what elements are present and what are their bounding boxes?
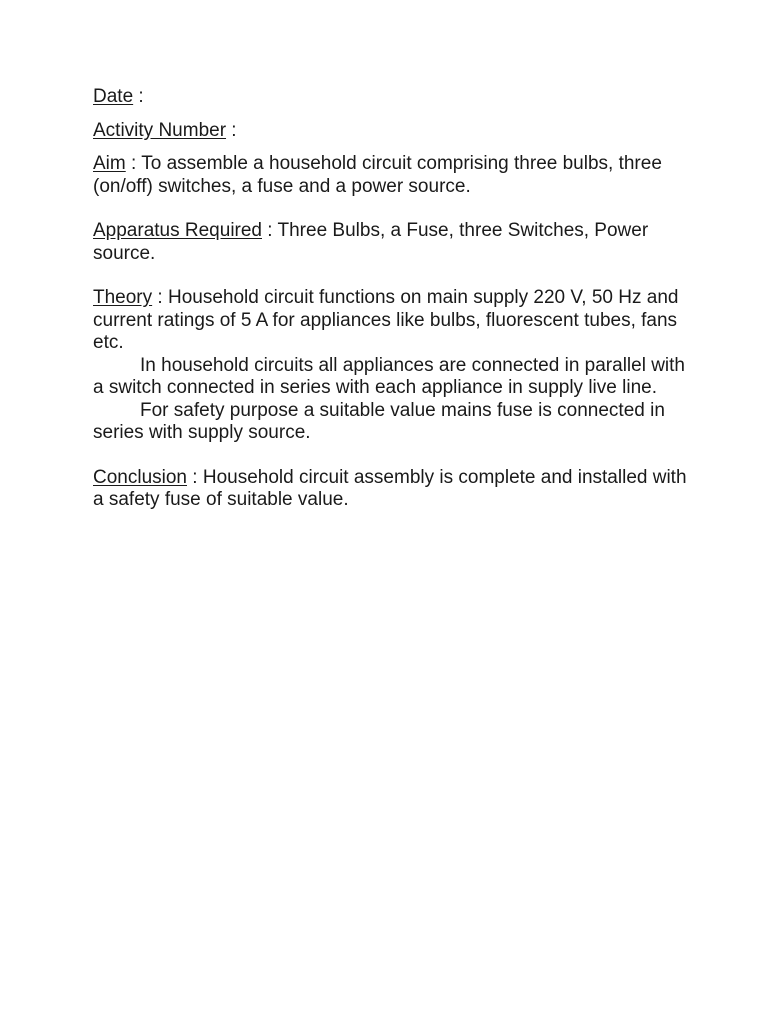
theory-text: Household circuit functions on main supply 220 V, 50 Hz and current ratings of 5 A for appliances like bulbs, fluorescent tubes, fans etc. bbox=[93, 287, 679, 353]
theory-separator: : bbox=[152, 287, 168, 308]
conclusion-text: Household circuit assembly is complete and installed with a safety fuse of suitable value. bbox=[93, 466, 687, 510]
theory-paragraph-2: In household circuits all appliances are connected in parallel with a switch connected in series with each appliance in supply live line. bbox=[93, 354, 685, 398]
document-page bbox=[93, 86, 693, 512]
theory-section bbox=[93, 287, 693, 355]
apparatus-text: Three Bulbs, a Fuse, three Switches, Power source. bbox=[93, 220, 649, 264]
activity-number-label: Activity Number bbox=[93, 119, 227, 141]
activity-number-line bbox=[93, 120, 693, 143]
aim-label: Aim bbox=[93, 153, 126, 174]
activity-number-separator: : bbox=[226, 119, 237, 141]
apparatus-section bbox=[93, 220, 693, 265]
date-label: Date bbox=[93, 86, 134, 107]
date-separator: : bbox=[133, 86, 144, 107]
conclusion-separator: : bbox=[187, 466, 203, 488]
conclusion-label: Conclusion bbox=[93, 466, 187, 488]
aim-text: To assemble a household circuit comprising three bulbs, three (on/off) switches, a fuse and a power source. bbox=[93, 153, 662, 197]
aim-separator: : bbox=[125, 153, 142, 174]
date-line bbox=[93, 86, 693, 109]
apparatus-label: Apparatus Required bbox=[93, 220, 262, 241]
theory-label: Theory bbox=[93, 287, 153, 308]
aim-section bbox=[93, 153, 693, 198]
conclusion-section bbox=[93, 467, 693, 512]
theory-paragraph-3: For safety purpose a suitable value mains fuse is connected in series with supply source. bbox=[93, 399, 665, 443]
apparatus-separator: : bbox=[262, 220, 278, 241]
